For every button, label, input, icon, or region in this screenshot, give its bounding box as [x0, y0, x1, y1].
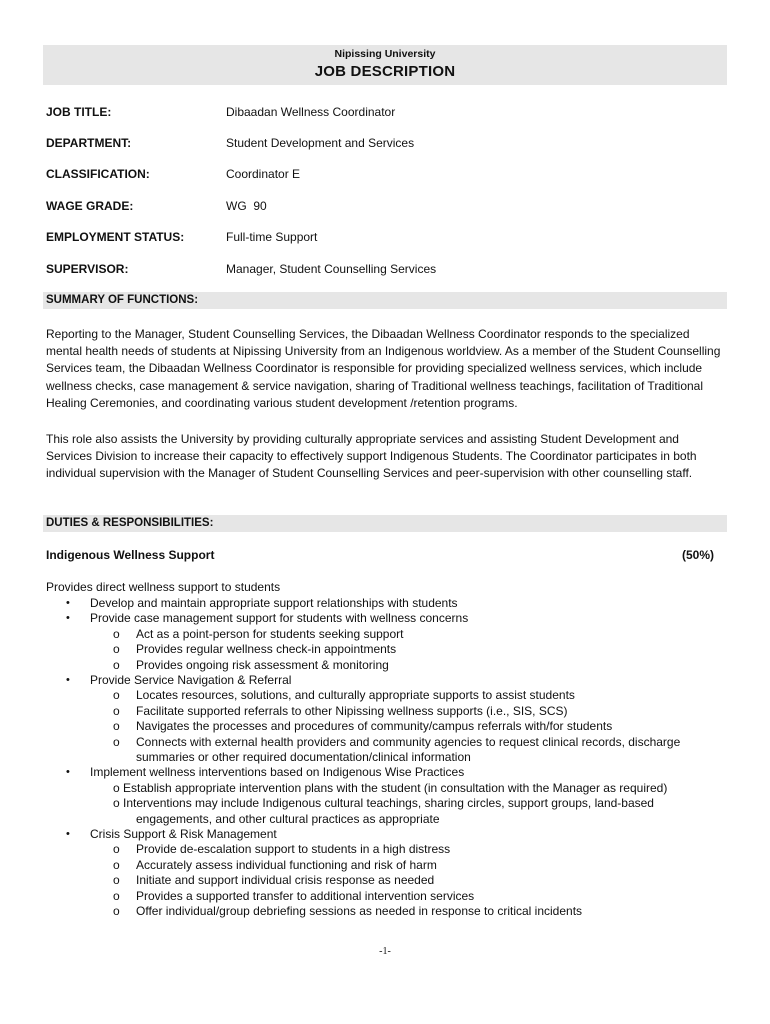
sub-bullet-marker: o [113, 842, 120, 857]
duty-item-text: Facilitate supported referrals to other Nipissing wellness supports (i.e., SIS, SCS) [136, 703, 568, 718]
duty-item-text: o Establish appropriate intervention plans with the student (in consultation with the Manager as required) [113, 780, 668, 795]
sub-bullet-marker: o [113, 688, 120, 703]
field-classification [46, 167, 726, 183]
document-title: JOB DESCRIPTION [314, 63, 456, 80]
bullet-marker: • [66, 597, 70, 609]
field-label: CLASSIFICATION: [46, 167, 150, 181]
duty-item-text: Provides a supported transfer to additional intervention services [136, 888, 475, 903]
duties-section-band [43, 515, 727, 532]
duty-item-text: Implement wellness interventions based on Indigenous Wise Practices [90, 765, 465, 780]
duty-item-text: Provides regular wellness check-in appointments [136, 642, 397, 657]
duty-item-text: Act as a point-person for students seeking support [136, 626, 404, 641]
duty-item-text: summaries or other required documentation/clinical information [136, 750, 471, 764]
sub-bullet-marker: o [113, 642, 120, 657]
duty-item-text: Initiate and support individual crisis response as needed [136, 873, 435, 888]
header-band [43, 45, 727, 85]
field-wage-grade [46, 199, 726, 215]
field-label: JOB TITLE: [46, 105, 112, 119]
duty-item-text: Accurately assess individual functioning and risk of harm [136, 857, 437, 872]
field-label: WAGE GRADE: [46, 199, 134, 213]
field-value: WG 90 [226, 199, 267, 213]
sub-bullet-marker: o [113, 873, 120, 888]
field-employment-status [46, 230, 726, 246]
sub-bullet-marker: o [113, 734, 120, 749]
sub-bullet-marker: o [113, 888, 120, 903]
field-value: Manager, Student Counselling Services [226, 262, 437, 276]
summary-heading: SUMMARY OF FUNCTIONS: [46, 294, 199, 306]
duties-heading: DUTIES & RESPONSIBILITIES: [46, 517, 214, 529]
field-job-title [46, 105, 726, 121]
field-value: Dibaadan Wellness Coordinator [226, 105, 396, 119]
summary-section-band [43, 292, 727, 309]
duty-item-text: Provide de-escalation support to students in a high distress [136, 842, 451, 857]
field-value: Coordinator E [226, 167, 301, 181]
sub-bullet-marker: o [113, 657, 120, 672]
duty-item-text: Provides ongoing risk assessment & monitoring [136, 657, 389, 672]
sub-bullet-marker: o [113, 719, 120, 734]
field-label: DEPARTMENT: [46, 136, 132, 150]
field-department [46, 136, 726, 152]
duty-item-text: Offer individual/group debriefing sessions as needed in response to critical incidents [136, 904, 583, 918]
duty-item-text: Provide Service Navigation & Referral [90, 673, 292, 687]
duty-item-text: Develop and maintain appropriate support relationships with students [90, 596, 458, 610]
field-label: EMPLOYMENT STATUS: [46, 230, 185, 244]
duties-intro: Provides direct wellness support to students [46, 580, 281, 594]
duty-item-text: Navigates the processes and procedures of community/campus referrals with/for students [136, 719, 613, 734]
duty-item-text: o Interventions may include Indigenous cultural teachings, sharing circles, support groups, land-based [113, 796, 654, 811]
duty-subheading-title: Indigenous Wellness Support [46, 548, 215, 562]
bullet-marker: • [66, 766, 70, 779]
bullet-marker: • [66, 674, 70, 686]
bullet-marker: • [66, 612, 70, 625]
page-number: -1- [379, 946, 391, 957]
field-value: Student Development and Services [226, 136, 415, 150]
summary-paragraph-2: This role also assists the University by providing culturally appropriate services and assisting Student Development and Services Division to increase their capacity to effectively support Indigenous Students. The Coordinator participates in both individual supervision with the Manager of Student Counselling Services and peer-supervision with other counselling staff. [46, 432, 697, 481]
duty-item-text: Locates resources, solutions, and culturally appropriate supports to assist students [136, 688, 575, 703]
duty-item-text: engagements, and other cultural practices as appropriate [136, 811, 440, 826]
summary-paragraph-1: Reporting to the Manager, Student Counselling Services, the Dibaadan Wellness Coordinator responds to the specialized mental health needs of students at Nipissing University from an Indigenous worldview. As a member of the Student Counselling Services team, the Dibaadan Wellness Coordinator is responsible for providing specialized wellness services, which include wellness checks, case management & service navigation, sharing of Traditional wellness teachings, facilitation of Traditional Healing Ceremonies, and coordinating various student development /retention programs. [46, 327, 721, 410]
field-label: SUPERVISOR: [46, 262, 129, 276]
duty-item-text: Provide case management support for students with wellness concerns [90, 611, 469, 626]
field-supervisor [46, 262, 726, 278]
university-name: Nipissing University [334, 48, 436, 60]
sub-bullet-marker: o [113, 857, 120, 872]
duty-item-text: Crisis Support & Risk Management [90, 827, 277, 841]
sub-bullet-marker: o [113, 703, 120, 718]
field-value: Full-time Support [226, 230, 318, 244]
bullet-marker: • [66, 828, 70, 840]
sub-bullet-marker: o [113, 626, 120, 641]
duty-subheading [46, 548, 714, 562]
duty-percent: (50%) [681, 548, 714, 562]
duty-item-text: Connects with external health providers and community agencies to request clinical records, discharge [136, 734, 681, 749]
sub-bullet-marker: o [113, 904, 120, 918]
